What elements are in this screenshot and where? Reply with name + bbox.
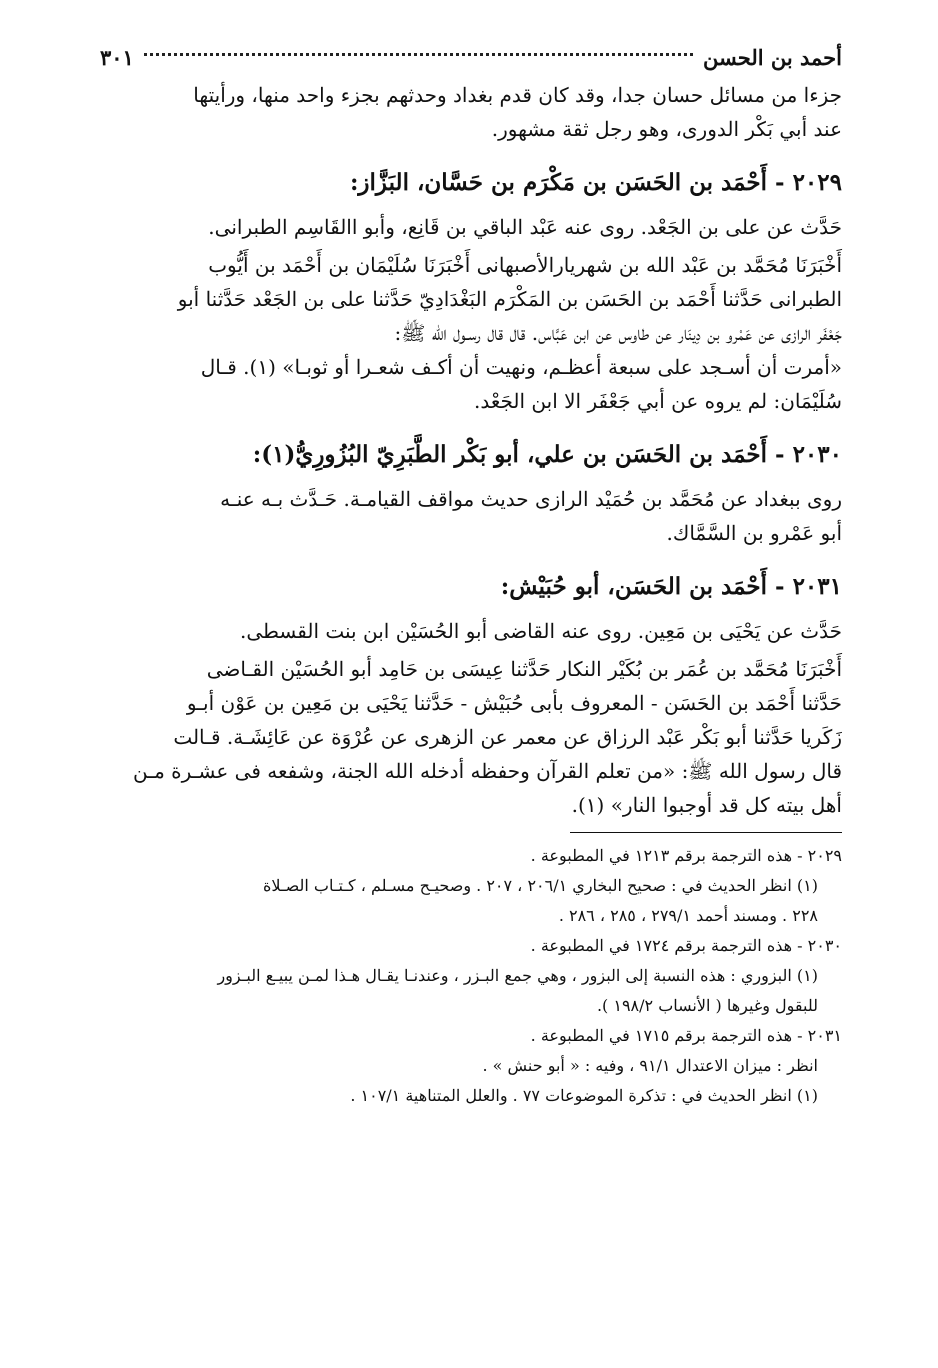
footnote-line: للبقول وغيرها ( الأنساب ١٩٨/٢ ). [596,996,818,1015]
entry-line: أبو عَمْرو بن السَّمَّاك. [666,521,842,545]
entry-line: أَخْبَرَنَا مُحَمَّد بن عَبْد الله بن شهريارالأصبهانى أَخْبَرَنَا سُلَيْمَان بن أَحْمَد بن أَيُّوب [208,253,842,277]
footnotes [100,841,842,1111]
entry-line: الطبرانى حَدَّثنا أَحْمَد بن الحَسَن بن المَكْرَم البَغْدَادِيّ حَدَّثنا على بن الجَعْد حَدَّثنا أبو [177,287,842,311]
page-number: ٣٠١ [100,45,134,70]
entry-heading: ٢٠٢٩ - أَحْمَد بن الحَسَن بن مَكْرَم بن حَسَّان، البَزَّاز: [349,169,842,196]
entry-line: جَعْفَر الرازى عن عَمْرو بن دِينَار عن طاوس عن ابن عَبَّاس. قال قال رسـول الله ﷺ: [394,321,842,345]
header-leader-dots [144,53,693,56]
entry-line: حَدَّثنا أَحْمَد بن الحَسَن - المعروف بأبى حُبَيْش - حَدَّثنا يَحْيَى بن مَعِين بن عَوْن أبـو [186,691,842,715]
entry-line: أَخْبَرَنَا مُحَمَّد بن عُمَر بن بُكَيْر النكار حَدَّثنا عِيسَى بن حَامِد أبو الحُسَيْن القـاضى [206,657,842,681]
entry-line: زَكَريا حَدَّثنا أبو بَكْر عَبْد الرزاق عن معمر عن الزهرى عن عُرْوَة عن عَائِشَـة. قـالت [173,725,842,749]
entry-number: ٢٠٣١ [792,573,842,600]
footnote-line: ٢٢٨ . ومسند أحمد ٢٧٩/١ ، ٢٨٥ ، ٢٨٦ . [558,906,818,925]
entry-number: ٢٠٢٩ [792,169,842,196]
intro-line: عند أبي بَكْر الدورى، وهو رجل ثقة مشهور. [491,117,842,141]
footnote-line: انظر : ميزان الاعتدال ٩١/١ ، وفيه : « أبو حنش » . [482,1056,818,1075]
entry-title: أَحْمَد بن الحَسَن، أبو حُبَيْش: [500,573,767,600]
entry-title: أَحْمَد بن الحَسَن بن مَكْرَم بن حَسَّان، البَزَّاز: [349,169,767,196]
entry-heading: ٢٠٣١ - أَحْمَد بن الحَسَن، أبو حُبَيْش: [500,573,842,600]
book-page [100,38,842,1111]
footnote-line: ٢٠٢٩ - هذه الترجمة برقم ١٢١٣ في المطبوعة . [530,846,842,865]
entry-title: أَحْمَد بن الحَسَن بن علي، أبو بَكْر الطَّبَرِيّ البُزُورِيُّ(١): [252,441,767,468]
entry-line: حَدَّث عن يَحْيَى بن مَعِين. روى عنه القاضى أبو الحُسَيْن ابن بنت القسطى. [239,619,842,643]
intro-line: جزءا من مسائل حسان جدا، وقد كان قدم بغداد وحدثهم بجزء واحد منها، ورأيتها [193,83,842,107]
entry-heading: ٢٠٣٠ - أَحْمَد بن الحَسَن بن علي، أبو بَكْر الطَّبَرِيّ البُزُورِيُّ(١): [252,441,842,468]
entry-line: قال رسول الله ﷺ: «من تعلم القرآن وحفظه أدخله الله الجنة، وشفعه فى عشـرة مـن [132,759,842,783]
entry-line: أهل بيته كل قد أوجبوا النار» (١). [571,793,842,817]
footnote-divider [570,832,842,833]
entry-line: «أمرت أن أسـجد على سبعة أعظـم، ونهيت أن أكـف شعـرا أو ثوبـا» (١). قـال [200,355,842,379]
footnote-line: (١) انظر الحديث في : صحيح البخاري ٢٠٦/١ ، ٢٠٧ . وصحيـح مسـلم ، كـتـاب الصـلاة [263,876,818,895]
footnote-line: (١) البزوري : هذه النسبة إلى البزور ، وهي جمع البـزر ، وعندنـا يقـال هـذا لمـن يبيـع البـزور [217,966,818,985]
footnote-line: ٢٠٣٠ - هذه الترجمة برقم ١٧٢٤ في المطبوعة . [530,936,842,955]
entry-line: سُلَيْمَان: لم يروه عن أبي جَعْفَر الا ابن الجَعْد. [474,389,842,413]
footnote-line: ٢٠٣١ - هذه الترجمة برقم ١٧١٥ في المطبوعة . [530,1026,842,1045]
entry-line: حَدَّث عن على بن الجَعْد. روى عنه عَبْد الباقي بن قَانِع، وأبو االقَاسِم الطبرانى. [208,215,842,239]
running-header [100,38,842,78]
header-title: أحمد بن الحسن [703,45,842,70]
entry-line: روى ببغداد عن مُحَمَّد بن حُمَيْد الرازى حديث مواقف القيامـة. حَـدَّث بـه عنـه [220,487,842,511]
footnote-line: (١) انظر الحديث في : تذكرة الموضوعات ٧٧ . والعلل المتناهية ١٠٧/١ . [350,1086,818,1105]
entry-number: ٢٠٣٠ [792,441,842,468]
